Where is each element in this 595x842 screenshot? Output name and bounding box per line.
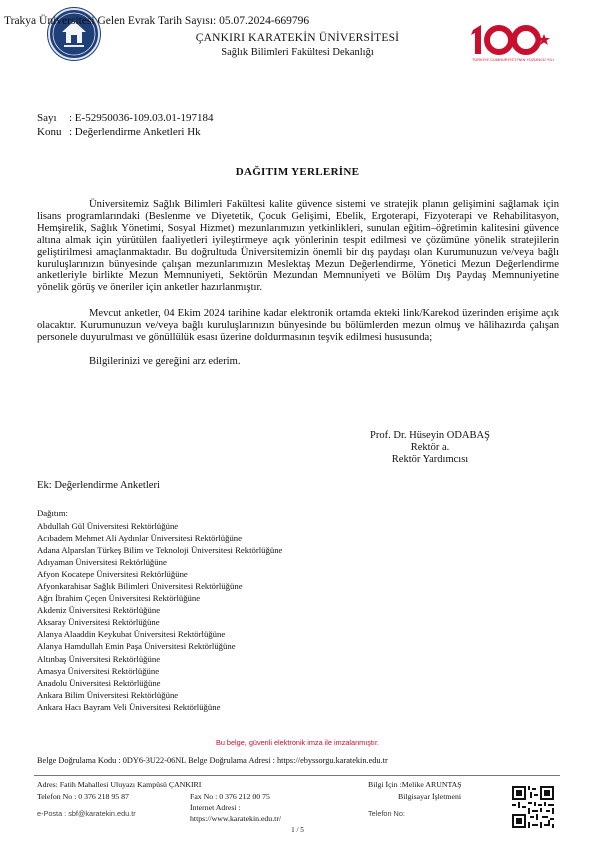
distribution-label: Dağıtım: — [37, 508, 68, 518]
signer-title: Rektör Yardımcısı — [391, 453, 469, 465]
list-item: Ankara Hacı Bayram Veli Üniversitesi Rektörlüğüne — [37, 701, 221, 712]
footer-address: Adres: Fatih Mahallesi Uluyazı Kampüsü ÇANKIRI — [37, 780, 202, 789]
footer-email: e-Posta : sbf@karatekin.edu.tr — [37, 809, 136, 818]
footer-divider — [34, 775, 560, 776]
attachment-line: Ek: Değerlendirme Anketleri — [37, 480, 160, 491]
list-item: Altınbaş Üniversitesi Rektörlüğüne — [37, 653, 161, 664]
university-name: ÇANKIRI KARATEKİN ÜNİVERSİTESİ — [195, 32, 400, 44]
footer-phone-2: Telefon No: — [368, 809, 405, 818]
list-item: Adana Alparslan Türkeş Bilim ve Teknoloji Üniversitesi Rektörlüğüne — [37, 545, 283, 556]
list-item: Adıyaman Üniversitesi Rektörlüğüne — [37, 557, 167, 568]
list-item: Aksaray Üniversitesi Rektörlüğüne — [37, 617, 160, 628]
sayi-row — [37, 112, 214, 124]
sayi-value: : E-52950036-109.03.01-197184 — [69, 112, 214, 124]
list-item: Akdeniz Üniversitesi Rektörlüğüne — [37, 605, 161, 616]
list-item: Amasya Üniversitesi Rektörlüğüne — [37, 665, 160, 676]
list-item: Acıbadem Mehmet Ali Aydınlar Üniversitesi Rektörlüğüne — [37, 533, 243, 544]
konu-value: : Değerlendirme Anketleri Hk — [69, 126, 201, 138]
list-item: Afyonkarahisar Sağlık Bilimleri Üniversitesi Rektörlüğüne — [37, 581, 243, 592]
footer-info-title: Bilgisayar İşletmeni — [398, 792, 462, 801]
footer-fax: Fax No : 0 376 212 00 75 — [190, 792, 270, 801]
faculty-name: Sağlık Bilimleri Fakültesi Dekanlığı — [221, 47, 374, 58]
list-item: Afyon Kocatepe Üniversitesi Rektörlüğüne — [37, 569, 188, 580]
list-item: Anadolu Üniversitesi Rektörlüğüne — [37, 677, 161, 688]
list-item: Ankara Bilim Üniversitesi Rektörlüğüne — [37, 689, 179, 700]
list-item: Ağrı İbrahim Çeçen Üniversitesi Rektörlüğüne — [37, 593, 201, 604]
sayi-label: Sayı — [37, 112, 57, 124]
document-title: DAĞITIM YERLERİNE — [235, 166, 360, 178]
list-item: Alanya Alaaddin Keykubat Üniversitesi Rektörlüğüne — [37, 629, 226, 640]
distribution-list — [37, 520, 282, 713]
page-number: 1 / 5 — [291, 826, 304, 834]
footer-web-label: İnternet Adresi : — [190, 803, 241, 812]
body-paragraph-1: Üniversitemiz Sağlık Bilimleri Fakültesi kalite güvence sistemi ve stratejik planın gelişimini sağlamak için lisans programlarındaki (Beslenme ve Diyetetik, Çocuk Gelişimi, Ebelik, Ergoterapi, Fizyoterapi ve Rehabilitasyon, Hemşirelik, Sağlık Yönetimi, Sosyal Hizmet) mezunlarımızın yetkinlikleri, sunulan eğitim–öğretimin kalitesini güvence altına almak için yürütülen faaliyetleri iyileştirmeye açık yönlerinin tespit edilmesi ve çözümüne yönelik stratejilerin geliştirilmesi amaçlanmaktadır. Bu doğrultuda Üniversitemizin önemli bir dış paydaşı olan Kurumunuzun ve/veya bağlı kuruluşlarınızın bünyesinde çalışan mezunlarımızın Meslektaş Mezun Değerlendirme, Yönetici Mezun Değerlendirme anketleriyle birlikte Mezun Memnuniyeti, Sektörün Mezundan Memnuniyeti ve Bölüm Dış Paydaş Memnuniyetine yönelik görüş ve öneriler için anketler hazırlanmıştır. — [37, 199, 559, 294]
footer-web-link[interactable]: https://www.karatekin.edu.tr/ — [190, 814, 282, 823]
konu-label: Konu — [37, 126, 62, 138]
list-item: Alanya Hamdullah Emin Paşa Üniversitesi Rektörlüğüne — [37, 641, 236, 652]
verification-line: Belge Doğrulama Kodu : 0DY6-3U22-06NL Belge Doğrulama Adresi : https://ebyssorgu.karatekin.edu.tr — [37, 756, 388, 765]
body-paragraph-2: Mevcut anketler, 04 Ekim 2024 tarihine kadar elektronik ortamda ekteki link/Karekod üzerinden erişime açık olacaktır. Kurumunuzun ve/veya bağlı kuruluşlarınızın bünyesinde bu bölümlerden mezun olmuş ve hâlihazırda çalışan personele duyurulması ve gönüllülük esası üzerine doldurmasının teşvik edilmesi hususunda; — [37, 308, 559, 343]
logo-caption: TÜRKİYE CUMHURİYETİ'NİN YÜZÜNCÜ YILI — [471, 58, 555, 62]
body-paragraph-3: Bilgilerinizi ve gereğini arz ederim. — [89, 356, 241, 367]
list-item: Abdullah Gül Üniversitesi Rektörlüğüne — [37, 521, 179, 531]
signer-name: Prof. Dr. Hüseyin ODABAŞ — [370, 430, 490, 441]
signature-block — [355, 430, 505, 465]
signer-capacity: Rektör a. — [410, 441, 450, 453]
footer-phone: Telefon No : 0 376 218 95 87 — [37, 792, 129, 801]
konu-row — [37, 126, 201, 138]
qr-code-icon — [510, 784, 556, 830]
footer-info-for: Bilgi İçin :Melike ARUNTAŞ — [368, 780, 462, 789]
e-signature-note: Bu belge, güvenli elektronik imza ile imzalanmıştır. — [215, 738, 380, 747]
incoming-document-stamp: Trakya Üniversitesi Gelen Evrak Tarih Sayısı: 05.07.2024-669796 — [4, 15, 310, 27]
centennial-100-logo-icon — [468, 20, 558, 68]
